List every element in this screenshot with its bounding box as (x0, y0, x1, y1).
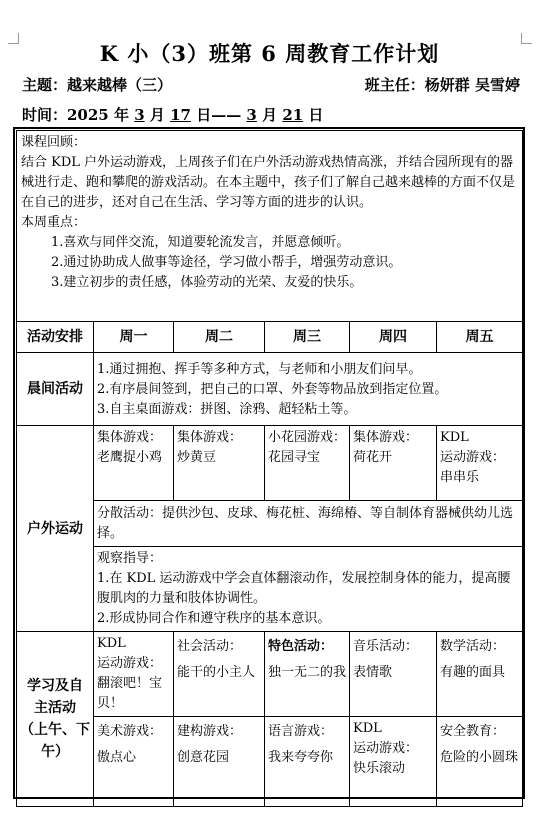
outdoor-games-row (17, 426, 523, 501)
activity-heading: 社会活动： (177, 639, 243, 654)
outdoor-game-fri (437, 426, 523, 501)
plan-table (16, 130, 523, 807)
end-month: 3 (246, 106, 257, 124)
review-cell (17, 131, 523, 322)
morning-row (17, 353, 523, 426)
learning-fri-2 (437, 717, 523, 807)
activity-heading-2: 运动游戏： (353, 741, 419, 756)
activity-heading: KDL (97, 636, 126, 651)
activity-title: 快乐滚动 (353, 761, 406, 776)
morning-line: 3.自主桌面游戏：拼图、涂鸦、超轻粘土等。 (97, 402, 357, 417)
outdoor-game-wed (265, 426, 350, 501)
game-heading: 集体游戏： (353, 430, 419, 445)
learning-fri-1 (437, 632, 523, 717)
learning-wed-2 (265, 717, 350, 807)
learning-wed-1 (265, 632, 350, 717)
observe-line: 2.形成协同合作和遵守秩序的基本意识。 (97, 611, 331, 626)
time-sep-1: 月 (144, 106, 171, 124)
teacher-label: 班主任：杨妍群 吴雪婷 (364, 76, 520, 94)
game-heading: 集体游戏： (97, 430, 163, 445)
learning-mon-2 (94, 717, 174, 807)
page-title: K 小（3）班第 6 周教育工作计划 (99, 41, 440, 66)
learning-tue-2 (174, 717, 265, 807)
theme-label: 主题：越来越棒（三） (22, 76, 173, 94)
activity-title: 翻滚吧！宝贝！ (97, 676, 163, 711)
observe-line: 1.在 KDL 运动游戏中学会直体翻滚动作，发展控制身体的能力，提高腰腹肌肉的力量和肢体协调性。 (97, 571, 511, 606)
focus-item: 1.喜欢与同伴交流，知道要轮流发言，并愿意倾听。 (51, 235, 350, 250)
learning-label (17, 632, 94, 807)
game-heading: 小花园游戏： (268, 430, 347, 445)
game-heading: 集体游戏： (177, 430, 243, 445)
start-day: 17 (170, 106, 191, 124)
morning-line: 1.通过拥抱、挥手等多种方式，与老师和小朋友们问早。 (97, 362, 422, 377)
morning-label: 晨间活动 (17, 353, 94, 426)
learning-label-line: （上午、下 (20, 722, 90, 738)
activity-heading: 语言游戏： (268, 724, 334, 739)
time-sep-3: 月 (256, 106, 283, 124)
activity-heading-2: 运动游戏： (97, 656, 163, 671)
activity-heading: 特色活动： (268, 639, 334, 654)
end-day: 21 (282, 106, 304, 124)
activity-title: 我来夸夸你 (268, 750, 334, 765)
learning-label-line: 午） (41, 744, 69, 760)
activity-title: 独一无二的我 (268, 665, 347, 680)
time-range (22, 104, 323, 125)
learning-thu-1 (350, 632, 437, 717)
header-monday: 周一 (94, 322, 174, 353)
outdoor-label: 户外运动 (17, 426, 94, 632)
observe-heading: 观察指导： (97, 551, 163, 566)
activity-title: 表情歌 (353, 665, 393, 680)
learning-mon-1 (94, 632, 174, 717)
outdoor-game-thu (350, 426, 437, 501)
focus-item: 3.建立初步的责任感，体验劳动的光荣、友爱的快乐。 (51, 275, 363, 290)
activity-heading: KDL (353, 721, 382, 736)
activity-title: 创意花园 (177, 750, 230, 765)
learning-tue-1 (174, 632, 265, 717)
time-sep-2: 日—— (190, 106, 247, 124)
game-title: 花园寻宝 (268, 450, 321, 465)
header-wednesday: 周三 (265, 322, 350, 353)
activity-heading: 安全教育： (440, 724, 506, 739)
morning-content (94, 353, 523, 426)
game-title: 串串乐 (440, 470, 480, 485)
header-row (17, 322, 523, 353)
scattered-activity: 分散活动：提供沙包、皮球、梅花桩、海绵椿、等自制体育器械供幼儿选择。 (94, 501, 523, 547)
morning-line: 2.有序晨间签到，把自己的口罩、外套等物品放到指定位置。 (97, 382, 448, 397)
review-heading: 课程回顾： (21, 135, 87, 150)
review-text: 结合 KDL 户外运动游戏，上周孩子们在户外活动游戏热情高涨，并结合园所现有的器械进行走、跑和攀爬的游戏活动。在本主题中，孩子们了解自己越来越棒的方面不仅是在自己的进步，还对自己在生活、学习等方面的进步的认识。 (21, 155, 516, 210)
plan-table-container (16, 130, 522, 796)
header-tuesday: 周二 (174, 322, 265, 353)
time-suffix: 日 (303, 106, 324, 124)
header-activity: 活动安排 (17, 322, 94, 353)
game-title: 炒黄豆 (177, 450, 217, 465)
activity-title: 傲点心 (97, 750, 137, 765)
game-heading: KDL (440, 430, 469, 445)
activity-title: 有趣的面具 (440, 665, 506, 680)
learning-label-line: 学习及自 (27, 678, 83, 694)
time-prefix: 时间：2025 年 (22, 106, 135, 124)
activity-heading: 美术游戏： (97, 724, 163, 739)
outdoor-game-tue (174, 426, 265, 501)
learning-label-line: 主活动 (34, 700, 76, 716)
activity-title: 危险的小圆珠 (440, 750, 519, 765)
focus-heading: 本周重点： (21, 215, 87, 230)
observe-content (94, 547, 523, 632)
header-thursday: 周四 (350, 322, 437, 353)
focus-item: 2.通过协助成人做事等途径，学习做小帮手，增强劳动意识。 (51, 255, 402, 270)
learning-row-1 (17, 632, 523, 717)
learning-thu-2 (350, 717, 437, 807)
game-title: 荷花开 (353, 450, 393, 465)
header-friday: 周五 (437, 322, 523, 353)
activity-heading: 音乐活动： (353, 639, 419, 654)
game-heading-2: 运动游戏： (440, 450, 506, 465)
outdoor-game-mon (94, 426, 174, 501)
activity-heading: 建构游戏： (177, 724, 243, 739)
start-month: 3 (134, 106, 145, 124)
activity-title: 能干的小主人 (177, 665, 256, 680)
review-row (17, 131, 523, 322)
game-title: 老鹰捉小鸡 (97, 450, 163, 465)
activity-heading: 数学活动： (440, 639, 506, 654)
